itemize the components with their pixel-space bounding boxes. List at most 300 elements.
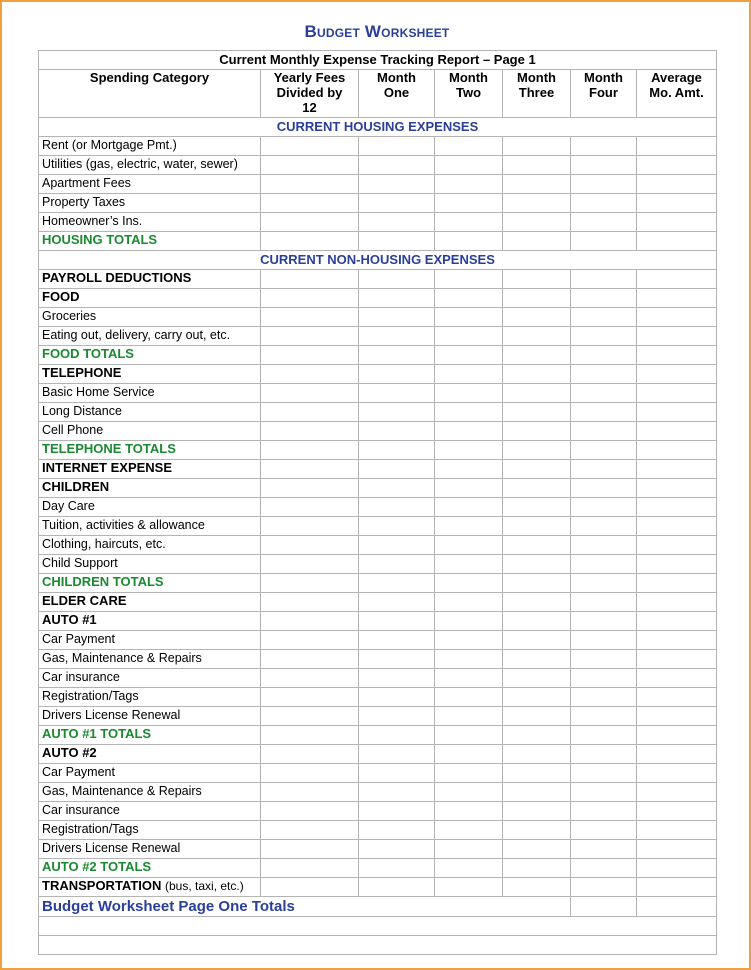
- row-group-1-18-cell-4[interactable]: [571, 611, 637, 630]
- row-group-1-10-cell-5[interactable]: [637, 459, 717, 478]
- column-header-0: Spending Category: [39, 70, 261, 118]
- row-item-0-0-cell-5[interactable]: [637, 136, 717, 155]
- row-item-1-3-cell-2[interactable]: [435, 326, 503, 345]
- row-total-1-4-cell-3[interactable]: [503, 345, 571, 364]
- row-total-1-31-cell-3[interactable]: [503, 858, 571, 877]
- row-item-1-8-cell-5[interactable]: [637, 421, 717, 440]
- row-item-1-12-cell-5[interactable]: [637, 497, 717, 516]
- row-total-1-16-cell-3[interactable]: [503, 573, 571, 592]
- row-item-1-6-cell-1[interactable]: [359, 383, 435, 402]
- column-header-3: Month Two: [435, 70, 503, 118]
- row-group-1-10-cell-4[interactable]: [571, 459, 637, 478]
- row-item-1-7-cell-2[interactable]: [435, 402, 503, 421]
- row-item-1-30-cell-4[interactable]: [571, 839, 637, 858]
- section-banner-0: [39, 117, 717, 136]
- row-group-1-10-cell-2[interactable]: [435, 459, 503, 478]
- row-item-1-20-cell-2[interactable]: [435, 649, 503, 668]
- row-item-label-1-14: Clothing, haircuts, etc.: [39, 535, 261, 554]
- row-item-1-12-cell-0[interactable]: [261, 497, 359, 516]
- row-group-1-32-cell-4[interactable]: [571, 877, 637, 896]
- row-item-label-1-28: Car insurance: [39, 801, 261, 820]
- row-item-1-13-cell-4[interactable]: [571, 516, 637, 535]
- row-item-label-1-2: Groceries: [39, 307, 261, 326]
- row-group-1-25-cell-0[interactable]: [261, 744, 359, 763]
- row-item-label-1-30: Drivers License Renewal: [39, 839, 261, 858]
- row-total-label-1-4: FOOD TOTALS: [39, 345, 261, 364]
- row-group-1-5-cell-4[interactable]: [571, 364, 637, 383]
- row-item-1-30-cell-0[interactable]: [261, 839, 359, 858]
- row-item-0-3-cell-1[interactable]: [359, 193, 435, 212]
- row-item-0-4-cell-5[interactable]: [637, 212, 717, 231]
- row-group-1-5-cell-0[interactable]: [261, 364, 359, 383]
- row-item-1-29-cell-2[interactable]: [435, 820, 503, 839]
- row-item-1-14-cell-1[interactable]: [359, 535, 435, 554]
- row-item-0-3-cell-2[interactable]: [435, 193, 503, 212]
- row-item-0-2-cell-2[interactable]: [435, 174, 503, 193]
- row-group-1-32-cell-3[interactable]: [503, 877, 571, 896]
- row-group-1-17-cell-2[interactable]: [435, 592, 503, 611]
- row-item-1-15-cell-5[interactable]: [637, 554, 717, 573]
- row-group-1-5-cell-5[interactable]: [637, 364, 717, 383]
- row-item-1-2-cell-2[interactable]: [435, 307, 503, 326]
- row-total-1-9-cell-1[interactable]: [359, 440, 435, 459]
- row-item-1-13-cell-5[interactable]: [637, 516, 717, 535]
- worksheet-sheet: [38, 12, 716, 955]
- table-row: [39, 231, 717, 250]
- row-item-1-14-cell-4[interactable]: [571, 535, 637, 554]
- row-item-1-15-cell-4[interactable]: [571, 554, 637, 573]
- row-item-1-28-cell-1[interactable]: [359, 801, 435, 820]
- row-total-1-31-cell-4[interactable]: [571, 858, 637, 877]
- row-total-1-4-cell-5[interactable]: [637, 345, 717, 364]
- row-item-1-21-cell-5[interactable]: [637, 668, 717, 687]
- report-subtitle-row: [39, 51, 717, 70]
- row-item-1-15-cell-0[interactable]: [261, 554, 359, 573]
- row-item-1-8-cell-4[interactable]: [571, 421, 637, 440]
- row-total-1-4-cell-1[interactable]: [359, 345, 435, 364]
- table-row: [39, 193, 717, 212]
- row-item-1-21-cell-0[interactable]: [261, 668, 359, 687]
- row-item-1-12-cell-1[interactable]: [359, 497, 435, 516]
- row-item-1-26-cell-2[interactable]: [435, 763, 503, 782]
- table-row: [39, 706, 717, 725]
- row-item-0-2-cell-5[interactable]: [637, 174, 717, 193]
- row-group-1-0-cell-4[interactable]: [571, 269, 637, 288]
- row-item-1-13-cell-1[interactable]: [359, 516, 435, 535]
- row-item-1-6-cell-0[interactable]: [261, 383, 359, 402]
- row-total-1-9-cell-3[interactable]: [503, 440, 571, 459]
- row-group-1-25-cell-4[interactable]: [571, 744, 637, 763]
- row-item-1-19-cell-4[interactable]: [571, 630, 637, 649]
- row-total-1-24-cell-2[interactable]: [435, 725, 503, 744]
- row-item-0-2-cell-4[interactable]: [571, 174, 637, 193]
- row-item-1-28-cell-0[interactable]: [261, 801, 359, 820]
- row-item-0-2-cell-0[interactable]: [261, 174, 359, 193]
- row-group-1-17-cell-0[interactable]: [261, 592, 359, 611]
- row-item-1-23-cell-1[interactable]: [359, 706, 435, 725]
- row-item-0-0-cell-0[interactable]: [261, 136, 359, 155]
- row-item-0-0-cell-2[interactable]: [435, 136, 503, 155]
- row-item-1-12-cell-2[interactable]: [435, 497, 503, 516]
- row-item-1-20-cell-3[interactable]: [503, 649, 571, 668]
- row-item-0-0-cell-3[interactable]: [503, 136, 571, 155]
- row-item-1-7-cell-1[interactable]: [359, 402, 435, 421]
- row-item-0-4-cell-1[interactable]: [359, 212, 435, 231]
- table-row: [39, 877, 717, 896]
- row-total-1-31-cell-0[interactable]: [261, 858, 359, 877]
- row-item-1-20-cell-0[interactable]: [261, 649, 359, 668]
- row-item-1-7-cell-3[interactable]: [503, 402, 571, 421]
- row-item-1-27-cell-5[interactable]: [637, 782, 717, 801]
- row-item-0-4-cell-2[interactable]: [435, 212, 503, 231]
- row-item-1-21-cell-2[interactable]: [435, 668, 503, 687]
- row-group-1-18-cell-2[interactable]: [435, 611, 503, 630]
- section-banner-label-0: CURRENT HOUSING EXPENSES: [39, 117, 717, 136]
- row-item-1-28-cell-2[interactable]: [435, 801, 503, 820]
- row-item-1-28-cell-3[interactable]: [503, 801, 571, 820]
- column-header-2: Month One: [359, 70, 435, 118]
- row-total-1-9-cell-4[interactable]: [571, 440, 637, 459]
- row-item-1-13-cell-0[interactable]: [261, 516, 359, 535]
- row-item-1-3-cell-5[interactable]: [637, 326, 717, 345]
- row-group-1-11-cell-3[interactable]: [503, 478, 571, 497]
- row-group-1-18-cell-0[interactable]: [261, 611, 359, 630]
- row-item-1-26-cell-4[interactable]: [571, 763, 637, 782]
- row-item-1-8-cell-2[interactable]: [435, 421, 503, 440]
- row-item-1-8-cell-0[interactable]: [261, 421, 359, 440]
- row-group-1-0-cell-2[interactable]: [435, 269, 503, 288]
- row-group-label-1-5: TELEPHONE: [39, 364, 261, 383]
- row-group-1-11-cell-4[interactable]: [571, 478, 637, 497]
- row-total-1-16-cell-0[interactable]: [261, 573, 359, 592]
- row-item-1-8-cell-1[interactable]: [359, 421, 435, 440]
- row-total-0-5-cell-5[interactable]: [637, 231, 717, 250]
- row-total-0-5-cell-0[interactable]: [261, 231, 359, 250]
- row-group-1-1-cell-2[interactable]: [435, 288, 503, 307]
- table-row: [39, 459, 717, 478]
- row-item-0-1-cell-3[interactable]: [503, 155, 571, 174]
- row-item-1-27-cell-2[interactable]: [435, 782, 503, 801]
- table-row: [39, 478, 717, 497]
- row-group-1-1-cell-1[interactable]: [359, 288, 435, 307]
- row-item-1-19-cell-5[interactable]: [637, 630, 717, 649]
- row-item-1-15-cell-3[interactable]: [503, 554, 571, 573]
- row-item-label-1-12: Day Care: [39, 497, 261, 516]
- row-item-1-27-cell-3[interactable]: [503, 782, 571, 801]
- table-row: [39, 421, 717, 440]
- row-item-1-20-cell-4[interactable]: [571, 649, 637, 668]
- row-item-1-3-cell-1[interactable]: [359, 326, 435, 345]
- row-item-1-6-cell-5[interactable]: [637, 383, 717, 402]
- table-row: [39, 136, 717, 155]
- row-item-1-23-cell-2[interactable]: [435, 706, 503, 725]
- row-group-1-11-cell-2[interactable]: [435, 478, 503, 497]
- blank-cell-1[interactable]: [39, 935, 717, 954]
- row-total-1-9-cell-2[interactable]: [435, 440, 503, 459]
- row-item-1-7-cell-5[interactable]: [637, 402, 717, 421]
- row-item-label-1-15: Child Support: [39, 554, 261, 573]
- row-group-1-0-cell-1[interactable]: [359, 269, 435, 288]
- table-row: [39, 288, 717, 307]
- row-total-1-9-cell-0[interactable]: [261, 440, 359, 459]
- row-group-1-10-cell-0[interactable]: [261, 459, 359, 478]
- row-item-1-26-cell-1[interactable]: [359, 763, 435, 782]
- row-group-1-25-cell-1[interactable]: [359, 744, 435, 763]
- table-row: [39, 763, 717, 782]
- grand-total-cell-0[interactable]: [571, 896, 637, 916]
- row-item-1-29-cell-5[interactable]: [637, 820, 717, 839]
- grand-total-label: Budget Worksheet Page One Totals: [39, 896, 571, 916]
- row-item-1-26-cell-5[interactable]: [637, 763, 717, 782]
- report-subtitle: Current Monthly Expense Tracking Report – Page 1: [39, 51, 717, 70]
- row-group-1-32-cell-5[interactable]: [637, 877, 717, 896]
- table-row: [39, 820, 717, 839]
- section-banner-1: [39, 250, 717, 269]
- row-item-0-3-cell-3[interactable]: [503, 193, 571, 212]
- row-item-1-30-cell-2[interactable]: [435, 839, 503, 858]
- row-group-1-17-cell-1[interactable]: [359, 592, 435, 611]
- row-item-1-14-cell-5[interactable]: [637, 535, 717, 554]
- row-item-1-2-cell-5[interactable]: [637, 307, 717, 326]
- row-item-1-22-cell-1[interactable]: [359, 687, 435, 706]
- column-header-4: Month Three: [503, 70, 571, 118]
- row-group-1-10-cell-3[interactable]: [503, 459, 571, 478]
- row-item-1-27-cell-1[interactable]: [359, 782, 435, 801]
- row-item-0-3-cell-5[interactable]: [637, 193, 717, 212]
- row-total-1-16-cell-1[interactable]: [359, 573, 435, 592]
- row-item-1-22-cell-0[interactable]: [261, 687, 359, 706]
- row-item-1-2-cell-4[interactable]: [571, 307, 637, 326]
- row-item-1-21-cell-4[interactable]: [571, 668, 637, 687]
- row-item-0-0-cell-1[interactable]: [359, 136, 435, 155]
- row-total-1-16-cell-5[interactable]: [637, 573, 717, 592]
- row-item-1-3-cell-3[interactable]: [503, 326, 571, 345]
- row-total-0-5-cell-3[interactable]: [503, 231, 571, 250]
- row-item-0-4-cell-0[interactable]: [261, 212, 359, 231]
- row-item-1-22-cell-4[interactable]: [571, 687, 637, 706]
- row-item-1-29-cell-3[interactable]: [503, 820, 571, 839]
- row-total-1-4-cell-2[interactable]: [435, 345, 503, 364]
- row-item-1-12-cell-3[interactable]: [503, 497, 571, 516]
- row-group-1-32-cell-0[interactable]: [261, 877, 359, 896]
- row-item-1-7-cell-0[interactable]: [261, 402, 359, 421]
- row-total-1-9-cell-5[interactable]: [637, 440, 717, 459]
- row-item-1-21-cell-1[interactable]: [359, 668, 435, 687]
- row-item-1-27-cell-4[interactable]: [571, 782, 637, 801]
- row-item-0-3-cell-4[interactable]: [571, 193, 637, 212]
- row-item-1-19-cell-2[interactable]: [435, 630, 503, 649]
- row-item-1-20-cell-5[interactable]: [637, 649, 717, 668]
- row-total-1-24-cell-4[interactable]: [571, 725, 637, 744]
- row-item-label-1-7: Long Distance: [39, 402, 261, 421]
- row-total-1-31-cell-1[interactable]: [359, 858, 435, 877]
- row-item-0-1-cell-4[interactable]: [571, 155, 637, 174]
- table-row: [39, 801, 717, 820]
- table-row: [39, 516, 717, 535]
- row-group-1-0-cell-5[interactable]: [637, 269, 717, 288]
- row-item-0-2-cell-3[interactable]: [503, 174, 571, 193]
- row-item-1-15-cell-1[interactable]: [359, 554, 435, 573]
- row-item-1-23-cell-4[interactable]: [571, 706, 637, 725]
- row-item-0-1-cell-0[interactable]: [261, 155, 359, 174]
- row-item-1-30-cell-3[interactable]: [503, 839, 571, 858]
- table-row: [39, 402, 717, 421]
- row-item-label-1-3: Eating out, delivery, carry out, etc.: [39, 326, 261, 345]
- blank-cell-0[interactable]: [39, 916, 717, 935]
- row-item-1-27-cell-0[interactable]: [261, 782, 359, 801]
- row-group-1-11-cell-0[interactable]: [261, 478, 359, 497]
- row-total-1-4-cell-4[interactable]: [571, 345, 637, 364]
- row-group-1-18-cell-5[interactable]: [637, 611, 717, 630]
- table-row: [39, 858, 717, 877]
- row-group-1-5-cell-2[interactable]: [435, 364, 503, 383]
- row-group-1-1-cell-0[interactable]: [261, 288, 359, 307]
- row-item-1-6-cell-3[interactable]: [503, 383, 571, 402]
- row-group-1-17-cell-3[interactable]: [503, 592, 571, 611]
- row-group-1-32-cell-2[interactable]: [435, 877, 503, 896]
- row-group-1-25-cell-5[interactable]: [637, 744, 717, 763]
- row-group-label-1-18: AUTO #1: [39, 611, 261, 630]
- row-item-1-22-cell-2[interactable]: [435, 687, 503, 706]
- row-item-1-19-cell-3[interactable]: [503, 630, 571, 649]
- row-item-1-2-cell-3[interactable]: [503, 307, 571, 326]
- row-item-1-2-cell-0[interactable]: [261, 307, 359, 326]
- row-item-1-23-cell-3[interactable]: [503, 706, 571, 725]
- row-item-label-1-26: Car Payment: [39, 763, 261, 782]
- row-total-0-5-cell-1[interactable]: [359, 231, 435, 250]
- row-total-1-4-cell-0[interactable]: [261, 345, 359, 364]
- row-group-1-25-cell-3[interactable]: [503, 744, 571, 763]
- table-row: [39, 573, 717, 592]
- row-item-1-30-cell-5[interactable]: [637, 839, 717, 858]
- row-group-1-5-cell-3[interactable]: [503, 364, 571, 383]
- row-item-1-22-cell-5[interactable]: [637, 687, 717, 706]
- table-row: [39, 592, 717, 611]
- row-item-label-1-20: Gas, Maintenance & Repairs: [39, 649, 261, 668]
- row-item-label-1-22: Registration/Tags: [39, 687, 261, 706]
- row-item-1-21-cell-3[interactable]: [503, 668, 571, 687]
- row-group-1-1-cell-3[interactable]: [503, 288, 571, 307]
- row-total-1-24-cell-3[interactable]: [503, 725, 571, 744]
- row-total-1-31-cell-5[interactable]: [637, 858, 717, 877]
- row-item-0-0-cell-4[interactable]: [571, 136, 637, 155]
- table-row: [39, 440, 717, 459]
- row-item-1-22-cell-3[interactable]: [503, 687, 571, 706]
- row-item-0-4-cell-4[interactable]: [571, 212, 637, 231]
- row-item-1-3-cell-4[interactable]: [571, 326, 637, 345]
- row-group-1-11-cell-1[interactable]: [359, 478, 435, 497]
- row-item-label-1-13: Tuition, activities & allowance: [39, 516, 261, 535]
- row-item-1-14-cell-3[interactable]: [503, 535, 571, 554]
- table-row: [39, 307, 717, 326]
- row-group-1-0-cell-0[interactable]: [261, 269, 359, 288]
- table-row: [39, 345, 717, 364]
- row-total-1-16-cell-4[interactable]: [571, 573, 637, 592]
- row-group-1-32-cell-1[interactable]: [359, 877, 435, 896]
- table-row: [39, 649, 717, 668]
- row-item-label-0-3: Property Taxes: [39, 193, 261, 212]
- row-total-label-1-24: AUTO #1 TOTALS: [39, 725, 261, 744]
- row-group-1-0-cell-3[interactable]: [503, 269, 571, 288]
- row-item-1-12-cell-4[interactable]: [571, 497, 637, 516]
- row-item-0-1-cell-5[interactable]: [637, 155, 717, 174]
- row-item-0-2-cell-1[interactable]: [359, 174, 435, 193]
- row-group-1-5-cell-1[interactable]: [359, 364, 435, 383]
- column-header-row: [39, 70, 717, 118]
- table-row: [39, 611, 717, 630]
- row-item-1-29-cell-0[interactable]: [261, 820, 359, 839]
- row-item-1-7-cell-4[interactable]: [571, 402, 637, 421]
- row-item-1-6-cell-2[interactable]: [435, 383, 503, 402]
- row-group-1-1-cell-5[interactable]: [637, 288, 717, 307]
- row-item-1-30-cell-1[interactable]: [359, 839, 435, 858]
- row-item-label-0-0: Rent (or Mortgage Pmt.): [39, 136, 261, 155]
- row-item-1-6-cell-4[interactable]: [571, 383, 637, 402]
- row-group-1-17-cell-4[interactable]: [571, 592, 637, 611]
- row-total-label-1-31: AUTO #2 TOTALS: [39, 858, 261, 877]
- row-item-label-1-19: Car Payment: [39, 630, 261, 649]
- row-item-1-2-cell-1[interactable]: [359, 307, 435, 326]
- row-item-0-3-cell-0[interactable]: [261, 193, 359, 212]
- row-item-1-19-cell-1[interactable]: [359, 630, 435, 649]
- row-item-label-1-23: Drivers License Renewal: [39, 706, 261, 725]
- row-item-1-23-cell-0[interactable]: [261, 706, 359, 725]
- row-total-1-31-cell-2[interactable]: [435, 858, 503, 877]
- row-item-0-1-cell-2[interactable]: [435, 155, 503, 174]
- row-group-1-11-cell-5[interactable]: [637, 478, 717, 497]
- row-item-1-29-cell-1[interactable]: [359, 820, 435, 839]
- row-total-1-24-cell-0[interactable]: [261, 725, 359, 744]
- row-item-1-20-cell-1[interactable]: [359, 649, 435, 668]
- budget-table: [38, 50, 717, 955]
- row-item-1-15-cell-2[interactable]: [435, 554, 503, 573]
- row-item-label-1-27: Gas, Maintenance & Repairs: [39, 782, 261, 801]
- row-item-1-14-cell-2[interactable]: [435, 535, 503, 554]
- row-item-1-3-cell-0[interactable]: [261, 326, 359, 345]
- row-item-1-23-cell-5[interactable]: [637, 706, 717, 725]
- row-group-label-1-0: PAYROLL DEDUCTIONS: [39, 269, 261, 288]
- row-group-1-25-cell-2[interactable]: [435, 744, 503, 763]
- row-item-1-8-cell-3[interactable]: [503, 421, 571, 440]
- row-group-1-18-cell-1[interactable]: [359, 611, 435, 630]
- grand-total-cell-1[interactable]: [637, 896, 717, 916]
- row-item-0-4-cell-3[interactable]: [503, 212, 571, 231]
- row-item-1-13-cell-2[interactable]: [435, 516, 503, 535]
- row-item-1-26-cell-3[interactable]: [503, 763, 571, 782]
- row-total-0-5-cell-4[interactable]: [571, 231, 637, 250]
- row-group-1-18-cell-3[interactable]: [503, 611, 571, 630]
- row-total-0-5-cell-2[interactable]: [435, 231, 503, 250]
- row-item-0-1-cell-1[interactable]: [359, 155, 435, 174]
- row-item-1-19-cell-0[interactable]: [261, 630, 359, 649]
- row-item-1-13-cell-3[interactable]: [503, 516, 571, 535]
- row-total-1-24-cell-1[interactable]: [359, 725, 435, 744]
- table-row: [39, 744, 717, 763]
- table-row: [39, 782, 717, 801]
- row-total-1-24-cell-5[interactable]: [637, 725, 717, 744]
- row-total-1-16-cell-2[interactable]: [435, 573, 503, 592]
- row-group-1-10-cell-1[interactable]: [359, 459, 435, 478]
- row-total-label-1-16: CHILDREN TOTALS: [39, 573, 261, 592]
- row-item-1-28-cell-5[interactable]: [637, 801, 717, 820]
- row-group-1-17-cell-5[interactable]: [637, 592, 717, 611]
- row-group-1-1-cell-4[interactable]: [571, 288, 637, 307]
- row-item-label-0-4: Homeowner’s Ins.: [39, 212, 261, 231]
- row-item-1-26-cell-0[interactable]: [261, 763, 359, 782]
- row-item-1-14-cell-0[interactable]: [261, 535, 359, 554]
- row-item-1-28-cell-4[interactable]: [571, 801, 637, 820]
- row-item-1-29-cell-4[interactable]: [571, 820, 637, 839]
